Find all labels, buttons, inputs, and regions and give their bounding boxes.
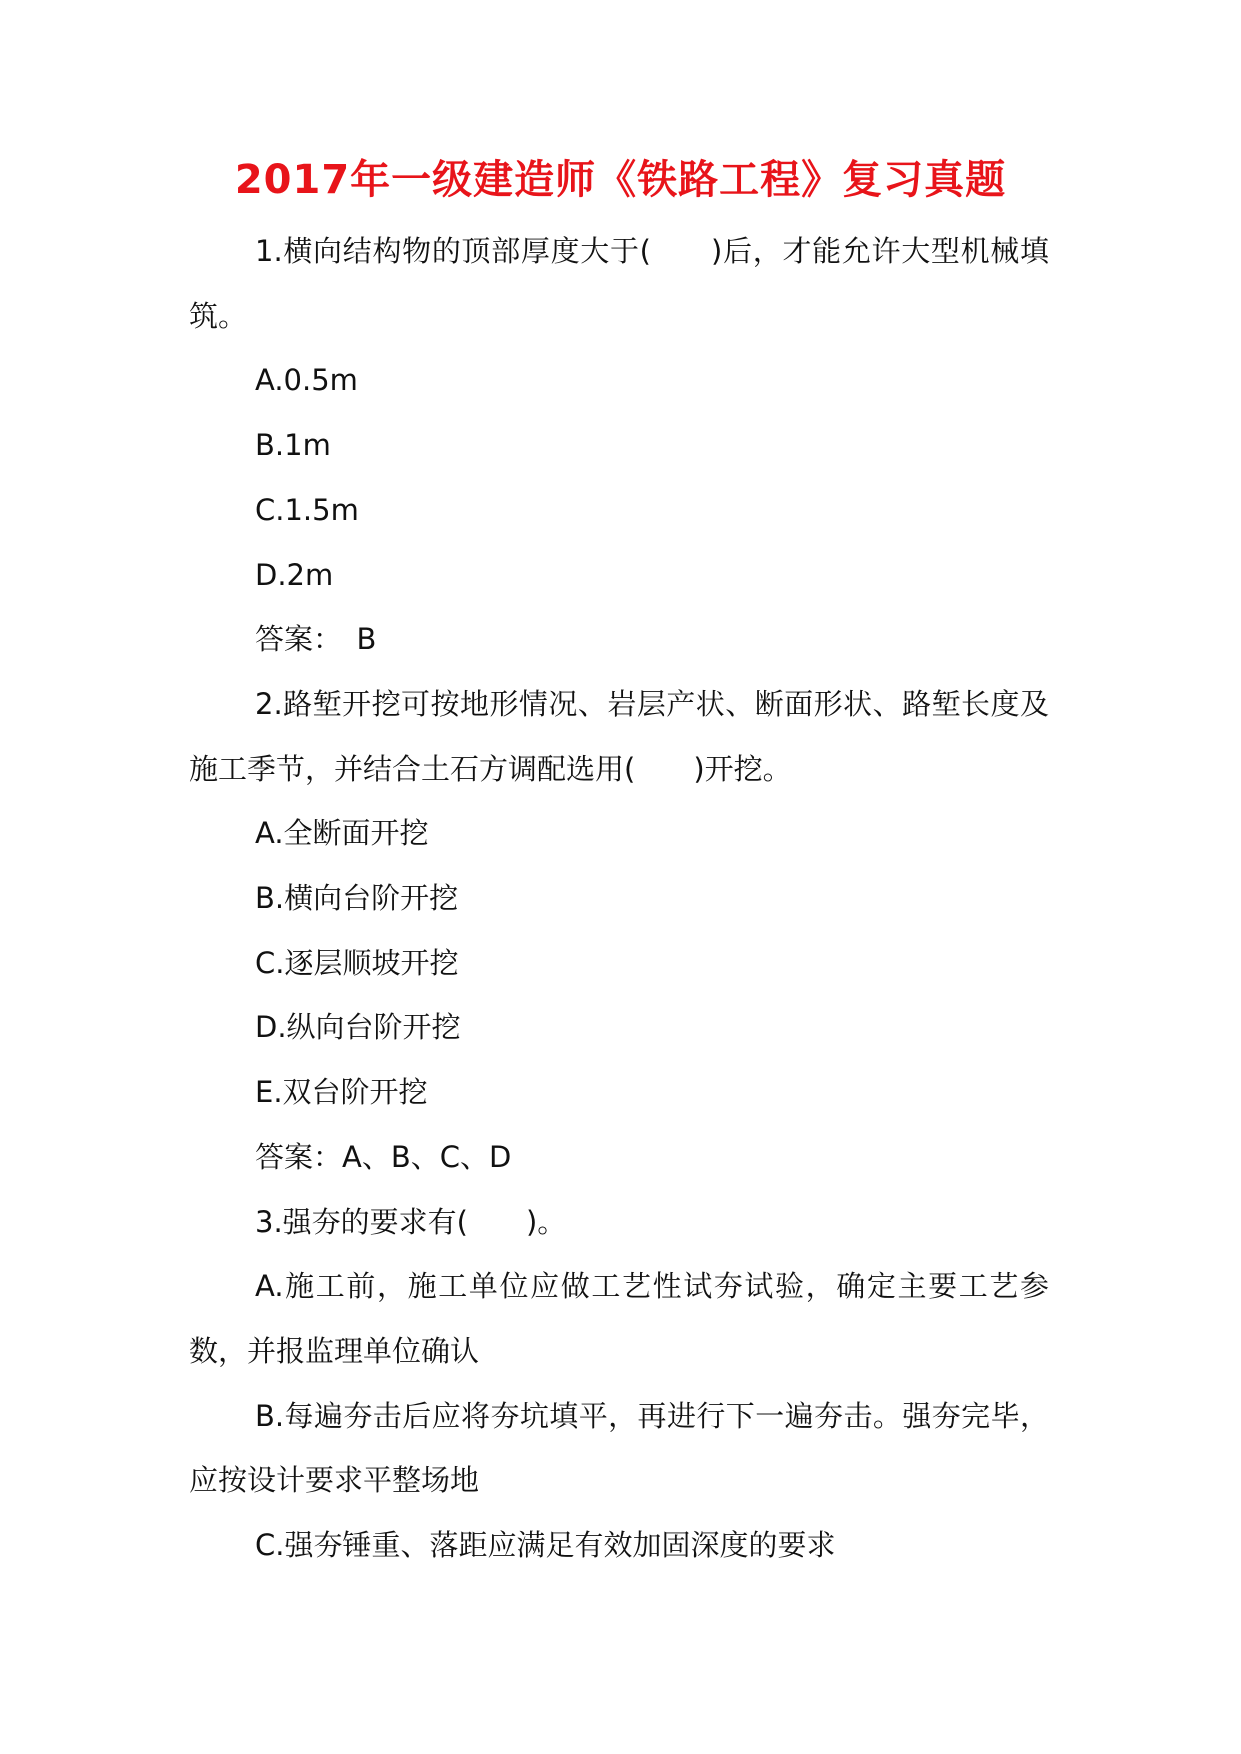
question-2-answer: 答案：A、B、C、D <box>255 1139 512 1174</box>
question-1-option-c: C.1.5m <box>255 492 359 527</box>
question-1-option-b: B.1m <box>255 428 331 463</box>
question-3-text: 3.强夯的要求有( )。 <box>255 1204 567 1239</box>
question-2-text: 2.路堑开挖可按地形情况、岩层产状、断面形状、路堑长度及施工季节，并结合土石方调配选用( )开挖。 <box>189 686 1049 786</box>
question-1-option-d: D.2m <box>255 557 334 592</box>
document-body <box>189 219 1049 1578</box>
question-1-answer: 答案： B <box>255 622 377 657</box>
question-3-option-b: B.每遍夯击后应将夯坑填平，再进行下一遍夯击。强夯完毕，应按设计要求平整场地 <box>189 1398 1049 1498</box>
question-2-option-d: D.纵向台阶开挖 <box>255 1010 461 1045</box>
question-2-option-c: C.逐层顺坡开挖 <box>255 945 459 980</box>
question-3-option-c: C.强夯锤重、落距应满足有效加固深度的要求 <box>255 1528 836 1563</box>
question-2-option-b: B.横向台阶开挖 <box>255 881 459 916</box>
question-2-option-e: E.双台阶开挖 <box>255 1075 428 1110</box>
question-1-option-a: A.0.5m <box>255 363 358 398</box>
question-1-text: 1.横向结构物的顶部厚度大于( )后，才能允许大型机械填筑。 <box>189 234 1049 333</box>
document-title: 2017年一级建造师《铁路工程》复习真题 <box>234 157 1007 203</box>
question-3-option-a: A.施工前，施工单位应做工艺性试夯试验，确定主要工艺参数，并报监理单位确认 <box>189 1269 1049 1368</box>
question-2-option-a: A.全断面开挖 <box>255 816 429 851</box>
